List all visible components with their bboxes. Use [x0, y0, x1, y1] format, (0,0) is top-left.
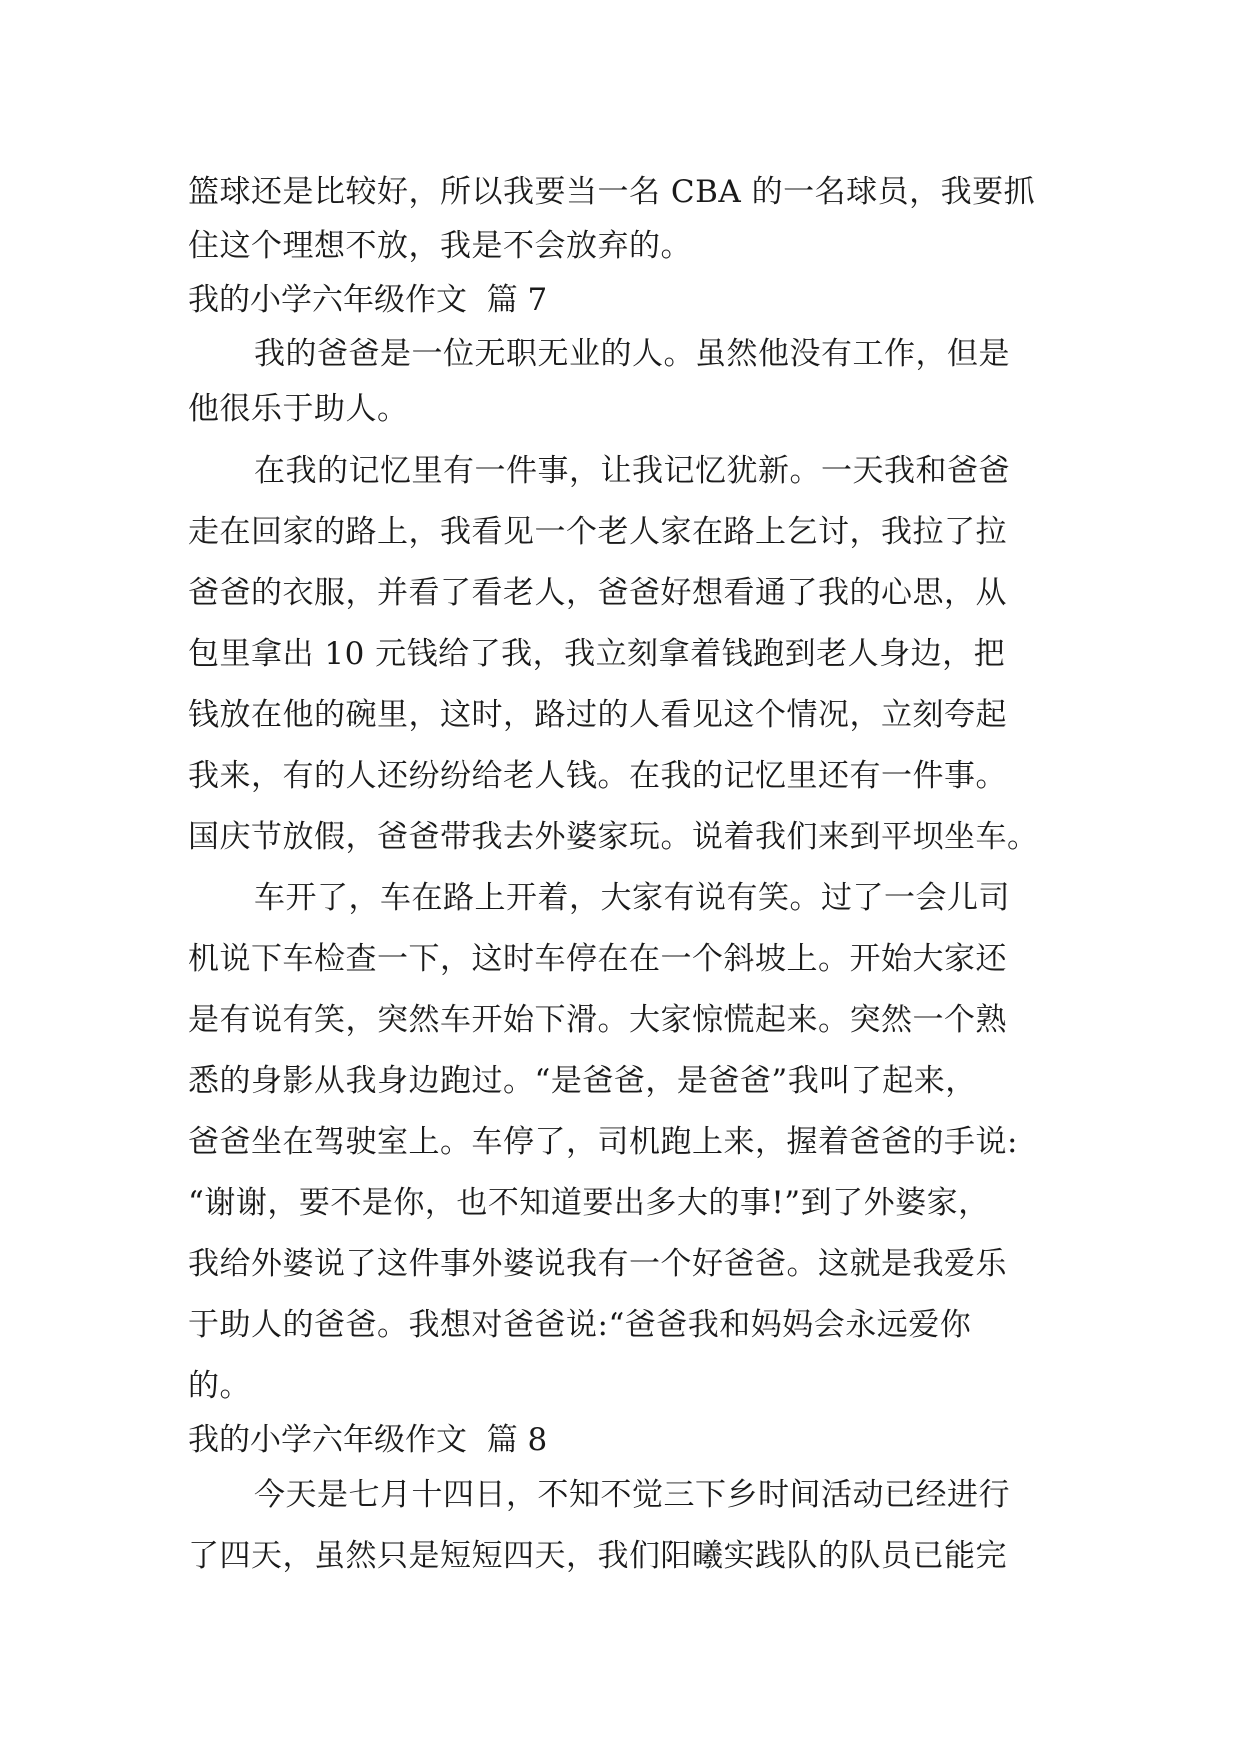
text-line: 我来，有的人还纷纷给老人钱。在我的记忆里还有一件事。 [188, 758, 1007, 794]
text-line: “谢谢，要不是你，也不知道要出多大的事!”到了外婆家， [188, 1185, 990, 1221]
text-line: 在我的记忆里有一件事，让我记忆犹新。一天我和爸爸 [254, 453, 1010, 489]
text-line: 走在回家的路上，我看见一个老人家在路上乞讨，我拉了拉 [188, 514, 1007, 550]
text-line: 是有说有笑，突然车开始下滑。大家惊慌起来。突然一个熟 [188, 1002, 1007, 1038]
text-line: 包里拿出 10 元钱给了我，我立刻拿着钱跑到老人身边，把 [188, 636, 1006, 672]
text-line: 的。 [188, 1368, 251, 1404]
text-line: 我给外婆说了这件事外婆说我有一个好爸爸。这就是我爱乐 [188, 1246, 1007, 1282]
text-line: 于助人的爸爸。我想对爸爸说:“爸爸我和妈妈会永远爱你 [188, 1307, 972, 1343]
text-line: 住这个理想不放，我是不会放弃的。 [188, 228, 692, 264]
section-heading: 我的小学六年级作文 篇 8 [188, 1422, 548, 1458]
text-line: 爸爸的衣服，并看了看老人，爸爸好想看通了我的心思，从 [188, 575, 1007, 611]
text-line: 今天是七月十四日，不知不觉三下乡时间活动已经进行 [254, 1477, 1010, 1513]
text-line: 悉的身影从我身边跑过。“是爸爸，是爸爸”我叫了起来， [188, 1063, 977, 1099]
section-heading: 我的小学六年级作文 篇 7 [188, 282, 548, 318]
text-line: 他很乐于助人。 [188, 391, 409, 427]
text-line: 我的爸爸是一位无职无业的人。虽然他没有工作，但是 [254, 336, 1010, 372]
text-line: 机说下车检查一下，这时车停在在一个斜坡上。开始大家还 [188, 941, 1007, 977]
text-line: 钱放在他的碗里，这时，路过的人看见这个情况，立刻夸起 [188, 697, 1007, 733]
text-line: 篮球还是比较好，所以我要当一名 CBA 的一名球员，我要抓 [188, 174, 1036, 210]
text-line: 车开了，车在路上开着，大家有说有笑。过了一会儿司 [254, 880, 1010, 916]
text-line: 了四天，虽然只是短短四天，我们阳曦实践队的队员已能完 [188, 1538, 1007, 1574]
text-line: 国庆节放假，爸爸带我去外婆家玩。说着我们来到平坝坐车。 [188, 819, 1039, 855]
text-line: 爸爸坐在驾驶室上。车停了，司机跑上来，握着爸爸的手说: [188, 1124, 1018, 1160]
